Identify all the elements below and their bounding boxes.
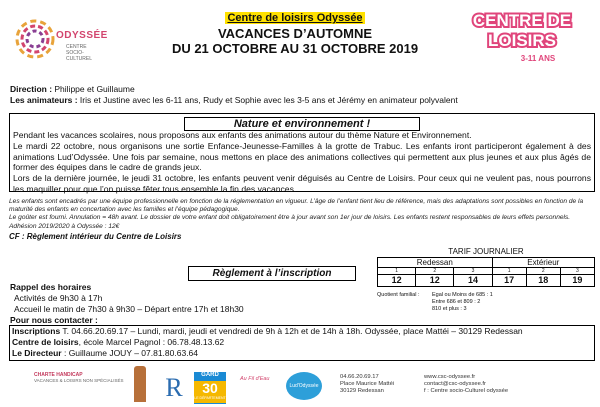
gard-number <box>194 381 226 403</box>
tarif-qf: 3 <box>560 267 594 274</box>
tarif-title: TARIF JOURNALIER <box>448 247 524 257</box>
animateurs-line <box>10 95 458 106</box>
region-logo <box>160 372 188 402</box>
contact-line <box>12 326 523 337</box>
contact-value: T. 04.66.20.69.17 – Lundi, mardi, jeudi et vendredi de 9h à 12h et de 14h à 18h. Odyssée, place Mattéi – 30129 Redessan <box>60 326 523 336</box>
footer-website: www.csc-odyssee.fr <box>424 374 476 380</box>
tarif-group: Extérieur <box>492 257 594 267</box>
gard-num: 30 <box>202 380 218 396</box>
svg-text:R: R <box>165 373 183 402</box>
title-vacances: VACANCES D’AUTOMNE <box>217 26 373 41</box>
footer-address <box>340 374 394 396</box>
direction-value: Philippe et Guillaume <box>52 84 135 94</box>
info-paragraph: Le goûter est fourni. Annulation = 48h avant. Le dossier de votre enfant doit obligatoirement être à jour avant son 1er jour de loisirs. Les enfants restent responsables de leurs effets personnels. Adhésion 2019/2020 à Odyssée : 12€ <box>9 214 571 230</box>
nature-paragraph: Pendant les vacances scolaires, nous proposons aux enfants des animations autour du thème Nature et Environnement. <box>13 130 472 140</box>
tower-icon <box>134 366 146 402</box>
contact-label: Centre de loisirs <box>12 337 79 347</box>
odyssee-ring-icon <box>12 16 58 62</box>
tarif-price: 12 <box>416 274 454 286</box>
tarif-qf: 1 <box>378 267 416 274</box>
qf-label: Quotient familial : <box>377 292 420 298</box>
tarif-group: Redessan <box>378 257 493 267</box>
gard-title: GARD <box>201 372 219 378</box>
tarif-table <box>377 247 595 287</box>
tarif-qf: 2 <box>526 267 560 274</box>
tarif-price: 14 <box>454 274 492 286</box>
cf-reglement: CF : Règlement intérieur du Centre de Loisirs <box>9 232 182 241</box>
horaires-line: Accueil le matin de 7h30 à 9h30 – Départ entre 17h et 18h30 <box>14 304 244 314</box>
nature-paragraph: Le mardi 22 octobre, nous organisons une sortie Enfance-Jeunesse-Familles à la grotte de Trabuc. Les enfants iront participeront également à des animations Lud’Odyssée. Une fois par semaine, nous mettons en place des animations collectives qui permettent aux plus jeunes et aux plus âgés de former des équipes dans le cadre de grands jeux. <box>13 140 591 173</box>
horaires-title: Rappel des horaires <box>10 282 92 292</box>
tarif-price: 17 <box>492 274 526 286</box>
contact-line <box>12 337 224 348</box>
logo-brand: ODYSSÉE <box>56 30 108 41</box>
region-r-icon <box>160 372 188 402</box>
tarif-price: 19 <box>560 274 594 286</box>
contact-value: , école Marcel Pagnol : 06.78.48.13.62 <box>78 337 225 347</box>
contact-value: : Guillaume JOUY – 07.81.80.63.64 <box>61 348 199 358</box>
horaires-line: Activités de 9h30 à 17h <box>14 293 103 303</box>
logo-subtitle: CENTRE SOCIO- CULTUREL <box>66 44 93 62</box>
footer-phone: 04.66.20.69.17 <box>340 374 379 380</box>
title-block <box>160 8 430 56</box>
footer-street: Place Maurice Mattéi <box>340 381 395 388</box>
qf-rows <box>432 292 493 313</box>
fil-logo: Au Fil d'Eau <box>240 376 270 382</box>
centre-loisirs-badge <box>452 6 592 68</box>
footer-facebook: f : Centre socio-Culturel odyssée <box>424 388 509 395</box>
contact-line <box>12 348 198 359</box>
animateurs-label: Les animateurs : <box>10 95 78 105</box>
footer-email: contact@csc-odyssee.fr <box>424 381 486 388</box>
reglement-box: Règlement à l’inscription <box>188 266 356 281</box>
qf-row: Entre 686 et 809 : 2 <box>432 299 481 305</box>
animateurs-value: Iris et Justine avec les 6-11 ans, Rudy et Sophie avec les 3-5 ans et Jérémy en animateur polyvalent <box>77 95 458 105</box>
odyssee-logo <box>6 8 116 72</box>
direction-label: Direction : <box>10 84 53 94</box>
contact-label: Inscriptions <box>12 326 61 336</box>
badge-line1: CENTRE DE <box>472 11 572 30</box>
footer-city: 30129 Redessan <box>340 388 384 395</box>
nature-title: Nature et environnement ! <box>184 117 420 131</box>
charte-handicap-logo <box>34 372 124 383</box>
tarif-price: 18 <box>526 274 560 286</box>
lud-logo: Lud'Odyssée <box>286 372 322 400</box>
qf-row: Egal ou Moins de 685 : 1 <box>432 292 493 298</box>
title-dates: DU 21 OCTOBRE AU 31 OCTOBRE 2019 <box>171 41 419 56</box>
badge-art <box>452 6 592 68</box>
info-paragraph: Les enfants sont encadrés par une équipe professionnelle en fonction de la réglementation en vigueur. L’âge de l’enfant tient lieu de référence, mais des adaptations sont possibles en fonction de la maturité des enfants en concertation avec les familles et l’équipe pédagogique. <box>9 198 584 214</box>
title-centre: Centre de loisirs Odyssée <box>227 12 363 24</box>
tarif-qf: 2 <box>416 267 454 274</box>
tarif-price: 12 <box>378 274 416 286</box>
gard-sub: LE DÉPARTEMENT <box>194 396 226 400</box>
nature-text <box>13 130 591 195</box>
nature-paragraph: Lors de la dernière journée, le jeudi 31 octobre, les enfants peuvent venir déguisés au Centre de Loisirs. Pour ceux qui ne veulent pas, nous pourrons les maquiller pour que l’on puisse fêter tous ensemble la fin des vacances. <box>13 173 591 194</box>
direction-line <box>10 84 135 95</box>
charte-sub: VACANCES & LOISIRS NON SPÉCIALISÉS <box>34 378 124 383</box>
contact-title: Pour nous contacter : <box>10 315 98 325</box>
badge-ages: 3-11 ANS <box>520 54 556 63</box>
badge-line2: LOISIRS <box>487 31 557 50</box>
contact-label: Le Directeur <box>12 348 62 358</box>
tarif-qf: 1 <box>492 267 526 274</box>
qf-row: 810 et plus : 3 <box>432 306 467 312</box>
footer-web <box>424 374 508 396</box>
info-text <box>9 198 595 231</box>
tarif-qf: 3 <box>454 267 492 274</box>
charte-title: CHARTE HANDICAP <box>34 372 83 378</box>
